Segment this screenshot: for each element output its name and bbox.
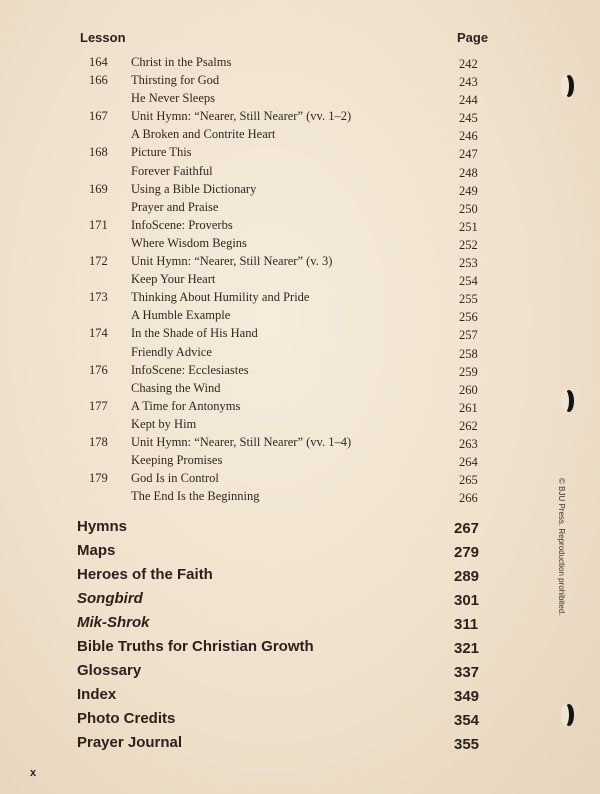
lesson-row [0,415,600,433]
lesson-page: 248 [459,165,478,180]
lesson-row [0,343,600,361]
section-title: Bible Truths for Christian Growth [77,638,314,655]
lesson-page: 249 [459,183,478,198]
lesson-number: 178 [89,434,108,449]
lesson-number: 179 [89,471,108,486]
lesson-title: In the Shade of His Hand [131,326,258,341]
lesson-list [0,53,600,505]
lesson-number: 172 [89,254,108,269]
lesson-title: Using a Bible Dictionary [131,181,257,196]
section-title: Mik-Shrok [77,614,150,631]
lesson-title: Chasing the Wind [131,380,221,395]
lesson-row [0,107,600,125]
lesson-number: 171 [89,217,108,232]
page-column-header: Page [457,30,489,45]
lesson-page: 257 [459,328,478,343]
lesson-title: Keeping Promises [131,453,223,468]
section-title: Photo Credits [77,710,176,727]
lesson-row [0,53,600,71]
lesson-page: 244 [459,93,478,108]
lesson-title: Unit Hymn: “Nearer, Still Nearer” (v. 3) [131,254,333,269]
lesson-row [0,451,600,469]
lesson-row [0,487,600,505]
lesson-page: 266 [459,491,478,506]
lesson-title: Prayer and Praise [131,199,219,214]
lesson-page: 263 [459,436,478,451]
lesson-page: 262 [459,418,478,433]
lesson-title: Kept by Him [131,416,197,431]
section-page: 337 [454,664,480,681]
section-title: Hymns [77,518,128,535]
lesson-page: 253 [459,256,478,271]
lesson-row [0,379,600,397]
lesson-row [0,234,600,252]
lesson-title: InfoScene: Proverbs [131,217,233,232]
section-row [0,516,600,540]
lesson-page: 255 [459,292,478,307]
lesson-title: A Time for Antonyms [131,398,241,413]
lesson-title: A Humble Example [131,308,231,323]
section-row [0,564,600,588]
lesson-row [0,361,600,379]
lesson-number: 176 [89,362,108,377]
lesson-number: 173 [89,290,108,305]
lesson-row [0,71,600,89]
section-row [0,708,600,732]
section-page: 311 [454,616,479,633]
lesson-title: Where Wisdom Begins [131,235,247,250]
section-page: 267 [454,520,480,537]
section-title: Index [77,686,117,703]
lesson-page: 258 [459,346,478,361]
lesson-page: 260 [459,382,478,397]
lesson-number: 167 [89,109,108,124]
lesson-title: God Is in Control [131,471,219,486]
lesson-page: 264 [459,455,478,470]
lesson-title: Christ in the Psalms [131,55,232,69]
lesson-row [0,89,600,107]
section-row [0,540,600,564]
section-row [0,732,600,756]
lesson-page: 243 [459,75,478,90]
lesson-row [0,143,600,161]
lesson-page: 250 [459,201,478,216]
lesson-title: A Broken and Contrite Heart [131,127,276,142]
lesson-page: 246 [459,129,478,144]
section-page: 354 [454,712,480,729]
lesson-page: 251 [459,219,478,234]
copyright-note: © BJU Press. Reproduction prohibited. [557,478,566,616]
lesson-page: 254 [459,274,478,289]
lesson-row [0,198,600,216]
section-row [0,636,600,660]
lesson-title: Keep Your Heart [131,272,216,287]
section-page: 355 [454,736,480,753]
lesson-row [0,397,600,415]
lesson-title: InfoScene: Ecclesiastes [131,362,249,377]
lesson-row [0,324,600,342]
lesson-row [0,216,600,234]
lesson-title: Friendly Advice [131,344,212,359]
lesson-row [0,469,600,487]
lesson-page: 245 [459,111,478,126]
section-page: 289 [454,568,480,585]
lesson-page: 247 [459,147,478,162]
section-title: Maps [77,542,116,559]
section-title: Songbird [77,590,143,607]
lesson-page: 259 [459,364,478,379]
lesson-row [0,162,600,180]
section-row [0,660,600,684]
page-number: x [30,767,37,779]
lesson-number: 166 [89,73,108,88]
lesson-page: 256 [459,310,478,325]
section-list [0,516,600,756]
section-title: Glossary [77,662,142,679]
lesson-row [0,433,600,451]
lesson-page: 252 [459,237,478,252]
lesson-number: 169 [89,181,108,196]
lesson-page: 242 [459,57,478,71]
lesson-title: He Never Sleeps [131,91,215,106]
lesson-row [0,288,600,306]
section-page: 301 [454,592,480,609]
lesson-title: Forever Faithful [131,163,213,178]
section-row [0,612,600,636]
section-title: Prayer Journal [77,734,183,751]
lesson-number: 168 [89,145,108,160]
lesson-title: The End Is the Beginning [131,489,260,504]
section-row [0,684,600,708]
lesson-page: 261 [459,400,478,415]
lesson-title: Unit Hymn: “Nearer, Still Nearer” (vv. 1–2) [131,109,352,124]
section-page: 321 [454,640,480,657]
lesson-row [0,270,600,288]
lesson-number: 164 [89,55,108,69]
lesson-page: 265 [459,473,478,488]
lesson-row [0,306,600,324]
lesson-column-header: Lesson [80,30,126,45]
lesson-row [0,252,600,270]
binder-hole [564,390,574,412]
binder-hole [564,75,574,97]
lesson-number: 174 [89,326,108,341]
lesson-title: Unit Hymn: “Nearer, Still Nearer” (vv. 1–4) [131,434,352,449]
section-row [0,588,600,612]
lesson-title: Picture This [131,145,192,160]
lesson-title: Thirsting for God [131,73,220,88]
lesson-row [0,180,600,198]
section-page: 279 [454,544,480,561]
section-page: 349 [454,688,480,705]
lesson-title: Thinking About Humility and Pride [131,290,310,305]
binder-hole [564,704,574,726]
section-title: Heroes of the Faith [77,566,213,583]
lesson-row [0,125,600,143]
lesson-number: 177 [89,398,108,413]
